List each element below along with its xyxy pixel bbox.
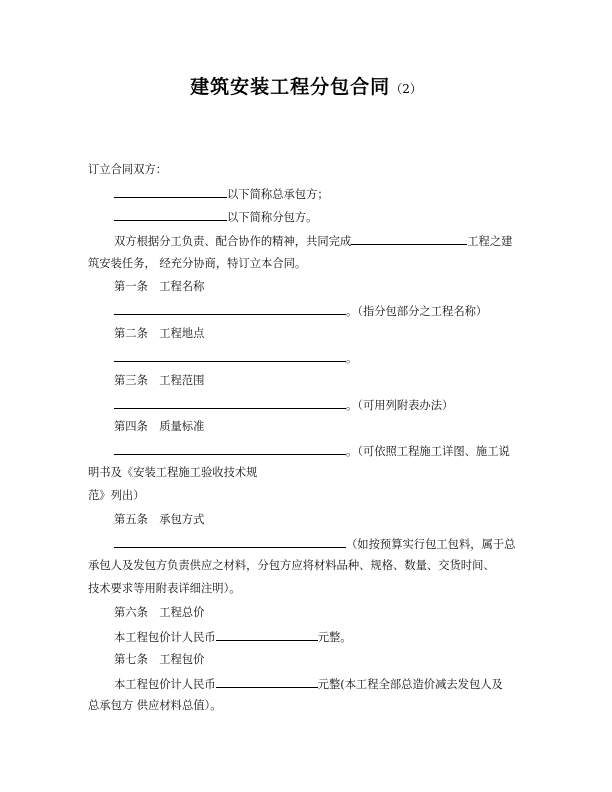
article-4-line [114, 442, 510, 460]
article-7-heading: 第七条 工程包价 [114, 653, 205, 666]
party-a-label: 以下简称总承包方； [227, 188, 329, 201]
article-5-heading: 第五条 承包方式 [114, 513, 205, 526]
article-4-continuation-2: 范》列出） [88, 489, 145, 502]
preamble-text-b: 工程之建 [467, 235, 513, 248]
article-3-line [114, 396, 453, 414]
article-4-note: 。（可依照工程施工详图、施工说 [346, 445, 510, 458]
article-2-heading: 第二条 工程地点 [114, 327, 205, 340]
party-a-blank [114, 185, 227, 198]
article-3-heading: 第三条 工程范围 [114, 374, 205, 387]
article-7-continuation: 总承包方 供应材料总值）。 [88, 699, 222, 712]
article-6-prefix: 本工程包价计人民币 [114, 631, 216, 644]
article-5-blank [114, 535, 346, 548]
article-3-note: 。（可用列附表办法） [346, 399, 454, 412]
title-text: 建筑安装工程分包合同 [190, 76, 391, 98]
article-6-line [114, 628, 352, 646]
party-b-label: 以下简称分包方。 [227, 211, 318, 224]
party-b-line [114, 208, 317, 226]
parties-intro: 订立合同双方： [88, 163, 168, 176]
article-6-heading: 第六条 工程总价 [114, 606, 205, 619]
article-7-prefix: 本工程包价计人民币 [114, 678, 216, 691]
article-4-blank [114, 442, 346, 455]
article-5-continuation-1: 承包人及发包方负责供应之材料，分包方应将材料品种、规格、数量、交货时间、 [88, 559, 495, 572]
article-3-blank [114, 396, 346, 409]
article-4-heading: 第四条 质量标准 [114, 420, 205, 433]
party-b-blank [114, 208, 227, 221]
article-2-note: 。 [346, 352, 358, 365]
preamble-line-2: 筑安装任务， 经充分协商，特订立本合同。 [88, 257, 307, 270]
article-1-note: 。（指分包部分之工程名称） [346, 305, 488, 318]
article-1-blank [114, 302, 346, 315]
article-6-amount-blank [216, 628, 318, 641]
article-1-heading: 第一条 工程名称 [114, 280, 205, 293]
article-7-amount-blank [216, 675, 318, 688]
title-suffix: （2） [390, 82, 422, 96]
article-4-continuation-1: 明书及《安装工程施工验收技术规 [88, 466, 258, 479]
article-5-continuation-2: 技术要求等用附表详细注明）。 [88, 582, 241, 595]
article-1-line [114, 302, 487, 320]
preamble-text-a: 双方根据分工负责、配合协作的精神，共同完成 [114, 235, 352, 248]
project-blank [351, 232, 467, 245]
article-6-suffix: 元整。 [317, 631, 352, 644]
article-7-line [114, 675, 503, 693]
article-7-suffix: 元整(本工程全部总造价减去发包人及 [317, 678, 503, 691]
article-2-line [114, 349, 357, 367]
article-5-note: （如按预算实行包工包料，属于总 [346, 538, 516, 551]
article-5-line [114, 535, 515, 553]
document-title [0, 72, 612, 99]
preamble-line-1 [114, 232, 512, 250]
article-2-blank [114, 349, 346, 362]
party-a-line [114, 185, 329, 203]
